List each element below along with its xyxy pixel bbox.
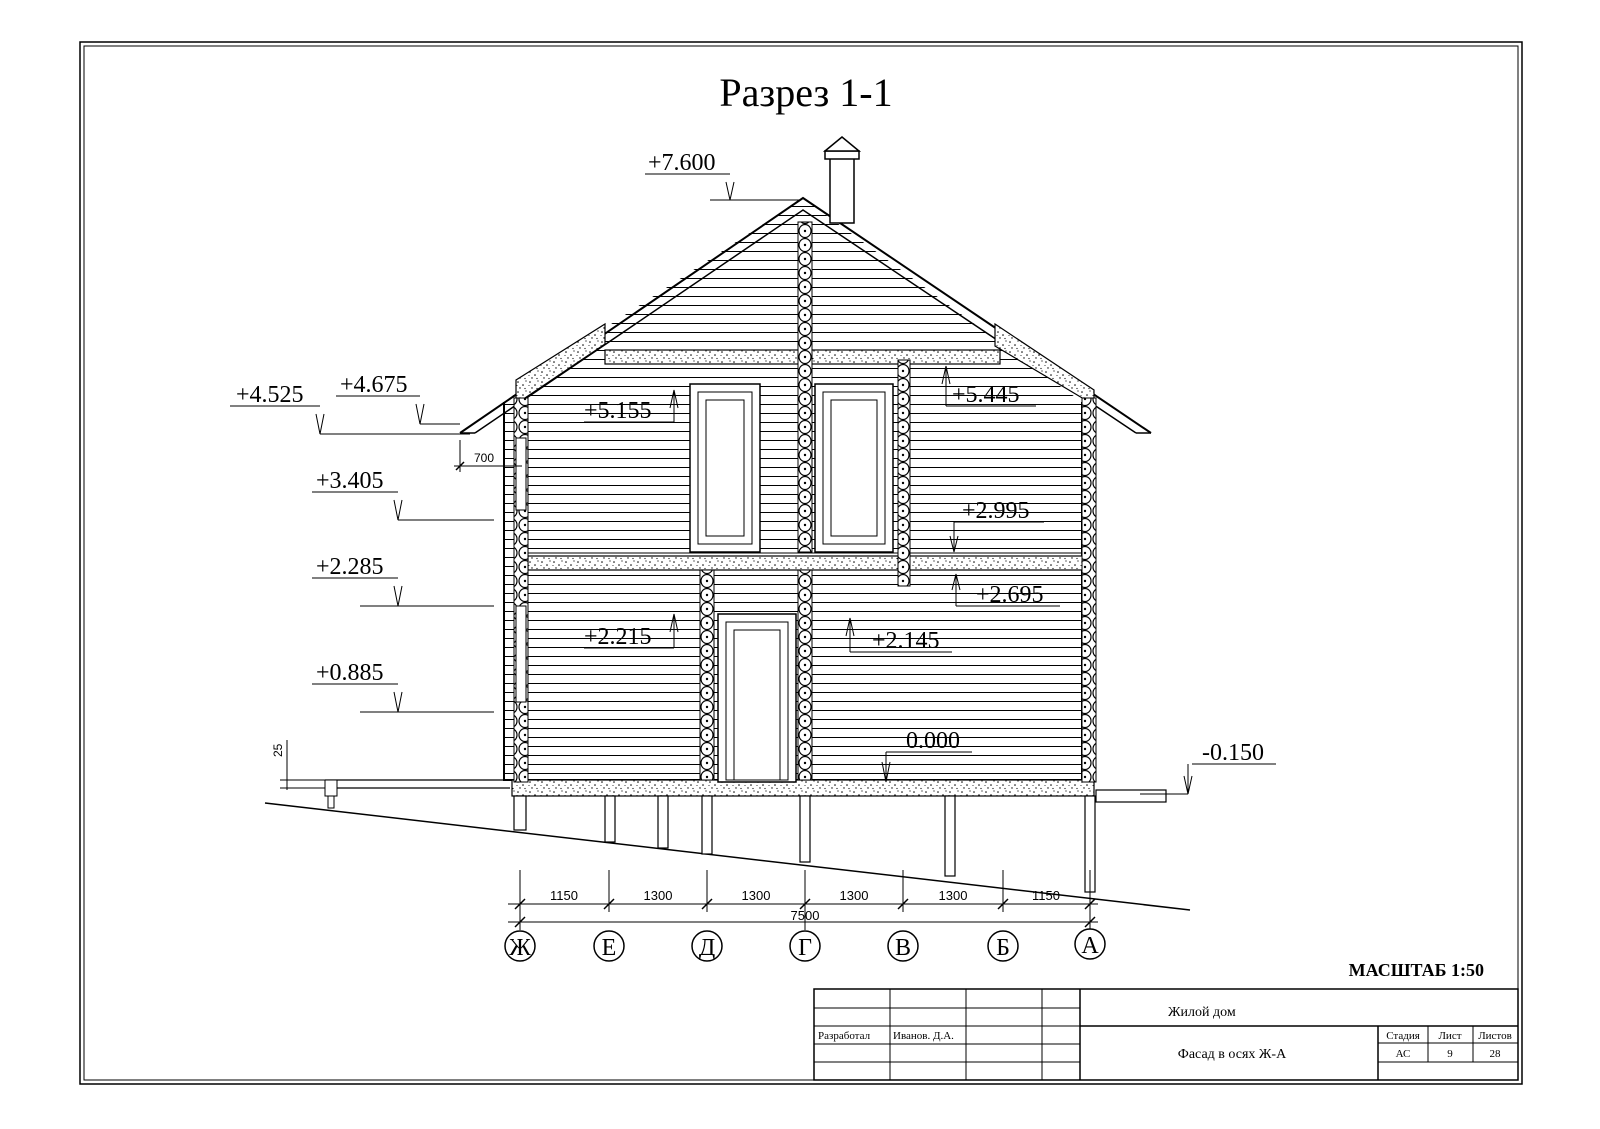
svg-text:+2.215: +2.215 <box>584 624 652 650</box>
attic-window-right <box>815 384 893 552</box>
axis-marker-d <box>692 931 722 961</box>
svg-text:+5.155: +5.155 <box>584 398 652 424</box>
svg-text:+0.885: +0.885 <box>316 660 384 686</box>
svg-text:Г: Г <box>798 935 812 961</box>
dim-span-2: 1300 <box>643 888 673 903</box>
drawing-title: Разрез 1-1 <box>719 70 893 115</box>
svg-text:+4.525: +4.525 <box>236 382 304 408</box>
right-terrace <box>1096 790 1166 802</box>
axis-marker-e <box>594 931 624 961</box>
svg-text:-0.150: -0.150 <box>1202 740 1264 766</box>
axis-marker-v <box>888 931 918 961</box>
title-block <box>814 989 1518 1080</box>
interfloor-slab <box>528 553 1084 570</box>
dim-span-1: 1150 <box>550 888 578 903</box>
dim-total: 7500 <box>790 908 820 923</box>
svg-text:+4.675: +4.675 <box>340 372 408 398</box>
left-terrace <box>325 780 510 808</box>
sheets-value: 28 <box>1489 1048 1501 1060</box>
level-mark-upper-sill <box>312 468 494 520</box>
level-mark-eave-top <box>336 372 460 424</box>
project-name: Жилой дом <box>1168 1005 1236 1020</box>
level-mark-ground <box>1140 740 1276 794</box>
chimney <box>825 137 859 223</box>
svg-text:+2.695: +2.695 <box>976 582 1044 608</box>
developer-name: Иванов. Д.А. <box>893 1030 954 1042</box>
axis-marker-a <box>1075 929 1105 959</box>
side-window-upper <box>516 438 526 510</box>
svg-text:Е: Е <box>601 935 617 961</box>
dim-span-4: 1300 <box>839 888 869 903</box>
axis-marker-g <box>790 931 820 961</box>
level-mark-window-sill <box>312 660 494 712</box>
svg-text:Д: Д <box>698 935 716 961</box>
sheet-title: Фасад в осях Ж-А <box>1177 1047 1287 1062</box>
level-mark-ridge <box>645 150 800 200</box>
svg-text:+7.600: +7.600 <box>648 150 716 176</box>
svg-text:+2.285: +2.285 <box>316 554 384 580</box>
stage-label: Стадия <box>1386 1030 1420 1042</box>
sheets-label: Листов <box>1478 1030 1512 1042</box>
plinth-dimension <box>271 740 325 790</box>
dim-span-5: 1300 <box>938 888 968 903</box>
axis-marker-b <box>988 931 1018 961</box>
sheet-label: Лист <box>1438 1030 1462 1042</box>
sheet-value: 9 <box>1447 1048 1453 1060</box>
svg-text:Б: Б <box>996 935 1010 961</box>
dim-span-3: 1300 <box>741 888 771 903</box>
ground-floor-slab <box>512 780 1094 796</box>
svg-text:А: А <box>1081 933 1099 959</box>
svg-text:+5.445: +5.445 <box>952 382 1020 408</box>
svg-text:+3.405: +3.405 <box>316 468 384 494</box>
axis-markers <box>505 929 1105 961</box>
level-mark-window-top <box>312 554 494 606</box>
axis-marker-zh <box>505 931 535 961</box>
dimension-chain <box>508 870 1098 930</box>
developed-label: Разработал <box>818 1030 871 1042</box>
svg-text:0.000: 0.000 <box>906 728 960 754</box>
svg-text:25: 25 <box>271 743 285 757</box>
side-window-lower <box>516 606 526 702</box>
interior-door <box>718 614 796 782</box>
svg-text:+2.995: +2.995 <box>962 498 1030 524</box>
svg-text:700: 700 <box>474 451 495 465</box>
svg-text:Ж: Ж <box>509 935 531 961</box>
dim-span-6: 1150 <box>1032 888 1060 903</box>
scale-label: МАСШТАБ 1:50 <box>1348 960 1484 980</box>
svg-text:В: В <box>894 935 912 961</box>
attic-window-left <box>690 384 760 552</box>
stage-value: АС <box>1395 1048 1411 1060</box>
svg-text:+2.145: +2.145 <box>872 628 940 654</box>
